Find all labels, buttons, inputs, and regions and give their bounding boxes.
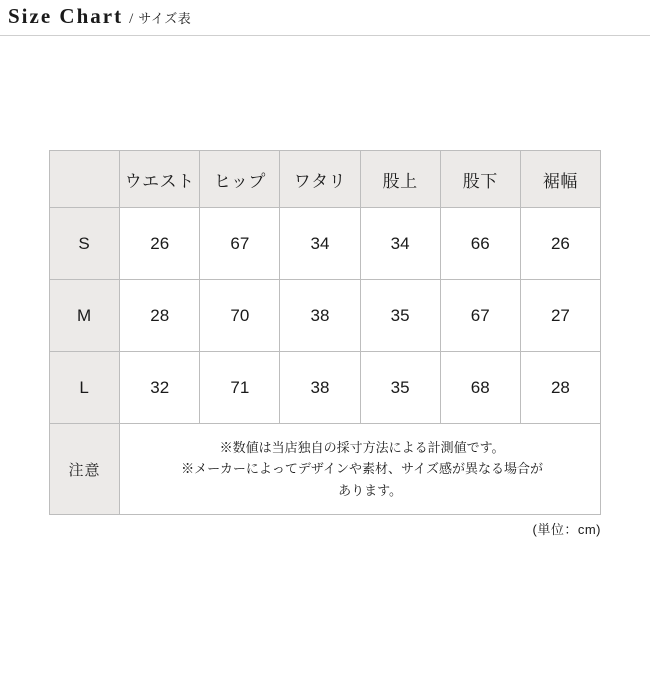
column-header-rise: 股上 [360,151,440,208]
note-line-3: あります。 [338,482,403,498]
table-header-row [50,151,601,208]
unit-note: (単位：cm) [532,522,601,537]
cell-s-hip: 67 [200,208,280,280]
cell-m-thigh: 38 [280,280,360,352]
column-header-hip: ヒップ [200,151,280,208]
table-row [50,280,601,352]
column-header-hem: 裾幅 [520,151,600,208]
note-content [120,424,601,515]
page-title-jp: サイズ表 [138,11,192,26]
cell-l-hem: 28 [520,352,600,424]
table-row [50,208,601,280]
table-row [50,352,601,424]
cell-l-rise: 35 [360,352,440,424]
cell-s-hem: 26 [520,208,600,280]
row-label-note: 注意 [50,424,120,515]
cell-m-waist: 28 [120,280,200,352]
table-corner-cell [50,151,120,208]
page-title-en: Size Chart [8,4,124,28]
note-line-2: ※メーカーによってデザインや素材、サイズ感が異なる場合が [181,461,543,477]
row-label-s: S [50,208,120,280]
header-divider [0,35,650,36]
page-title-separator: / [129,11,134,27]
page-title [8,4,191,29]
cell-m-hem: 27 [520,280,600,352]
cell-s-thigh: 34 [280,208,360,280]
table-note-row [50,424,601,515]
column-header-inseam: 股下 [440,151,520,208]
column-header-waist: ウエスト [120,151,200,208]
cell-l-hip: 71 [200,352,280,424]
row-label-m: M [50,280,120,352]
column-header-thigh: ワタリ [280,151,360,208]
cell-s-rise: 34 [360,208,440,280]
cell-l-thigh: 38 [280,352,360,424]
cell-l-inseam: 68 [440,352,520,424]
cell-l-waist: 32 [120,352,200,424]
note-line-1: ※数値は当店独自の採寸方法による計測値です。 [219,439,505,455]
row-label-l: L [50,352,120,424]
size-chart-table-wrapper [49,150,601,515]
cell-m-hip: 70 [200,280,280,352]
size-chart-table [49,150,601,515]
cell-s-waist: 26 [120,208,200,280]
cell-s-inseam: 66 [440,208,520,280]
cell-m-rise: 35 [360,280,440,352]
cell-m-inseam: 67 [440,280,520,352]
